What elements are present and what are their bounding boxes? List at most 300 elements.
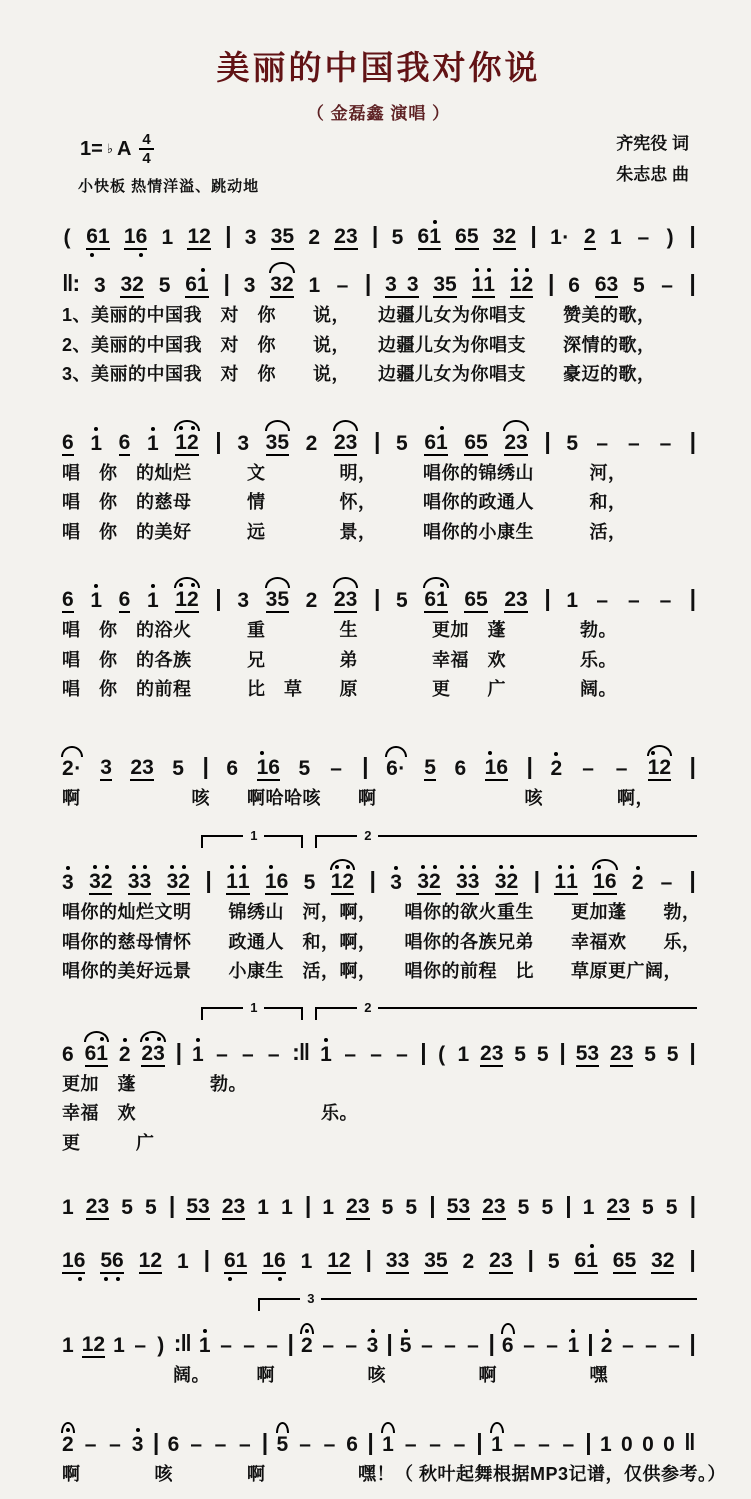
note-group (94, 275, 106, 298)
note-digit: 2 (62, 756, 74, 780)
note-digit: 3 (237, 589, 249, 612)
note-group (442, 1335, 457, 1358)
note-group (331, 871, 354, 895)
note-group (257, 757, 280, 781)
note-group (132, 1434, 144, 1457)
note-digit: 5 (100, 1249, 112, 1272)
note-digit: 2 (308, 226, 320, 249)
note-group (367, 1335, 379, 1358)
lyric-line: 更加 蓬 勃。 (62, 1073, 247, 1094)
note-group (537, 1044, 549, 1067)
note-digit: 1 (436, 430, 448, 454)
dash-note: – (345, 1334, 358, 1357)
note-digit: 3 (142, 755, 154, 779)
meter-numerator: 4 (139, 132, 153, 150)
note-digit: 2 (659, 755, 671, 779)
system-interlude-b (62, 1232, 695, 1274)
note-group (62, 1197, 74, 1220)
system-intro (62, 208, 695, 250)
note-digit: 2 (333, 430, 346, 454)
note-digit: 2 (300, 1334, 313, 1357)
note-group (244, 275, 256, 298)
note-group (392, 227, 404, 250)
note-digit: 2 (141, 1041, 154, 1065)
note-group (576, 1043, 599, 1067)
barline: | (689, 1192, 695, 1218)
note-digit: 1 (196, 273, 209, 296)
lyric-line: 唱 你 的美好 远 景， 唱你的小康生 活， (62, 521, 627, 542)
note-digit: 5 (644, 1042, 656, 1066)
key-prefix: 1= (80, 137, 103, 160)
note-digit: 2 (429, 870, 441, 893)
note-digit: 5 (277, 430, 289, 454)
note-digit: 1 (161, 226, 174, 249)
note-group (651, 1250, 674, 1274)
volta-label: 2 (357, 828, 378, 844)
dash-note: – (323, 1432, 336, 1456)
note-group (642, 1197, 654, 1220)
note-group (405, 1197, 417, 1220)
note-group (147, 590, 159, 613)
volta-bracket (315, 999, 697, 1020)
notation-line (62, 571, 695, 613)
note-group (568, 275, 580, 298)
note-digit: 3 (265, 430, 278, 454)
barline: | (689, 1038, 695, 1065)
note-digit: 6 (62, 430, 74, 454)
note-digit: 2 (662, 1249, 675, 1272)
note-group (343, 1044, 358, 1067)
note-digit: 5 (665, 1196, 678, 1219)
note-group (133, 1335, 148, 1358)
note-group (566, 590, 578, 613)
dash-note: – (266, 1334, 278, 1357)
note-group (472, 274, 495, 298)
note-group (240, 1044, 255, 1067)
augmentation-dot: · (74, 756, 82, 780)
barline: | (205, 867, 211, 893)
note-group (90, 590, 102, 613)
note-digit: 3 (120, 273, 133, 296)
note-group (265, 871, 288, 895)
note-digit: 1 (176, 1250, 189, 1273)
note-digit: 3 (390, 871, 402, 894)
note-group (277, 1434, 289, 1457)
note-group (266, 432, 289, 456)
note-group (85, 1043, 108, 1067)
barline: | (565, 1192, 571, 1218)
note-group (224, 1250, 247, 1274)
barline: | (585, 1428, 591, 1455)
note-group (644, 1044, 656, 1067)
note-group (550, 758, 562, 781)
note-digit: 5 (435, 1249, 448, 1272)
system-coda-b (62, 1415, 727, 1490)
barline: | (261, 1428, 268, 1455)
note-digit: 3 (618, 1195, 630, 1218)
note-digit: 3 (458, 1195, 471, 1218)
meter-denominator: 4 (142, 150, 151, 167)
note-digit: 2 (132, 273, 144, 296)
note-group (83, 1434, 98, 1457)
note-group (550, 227, 570, 250)
note-digit: 5 (282, 225, 295, 248)
lyric-line: 啊 咳 啊 嘿！（ 秋叶起舞根据MP3记谱，仅供参考。） (62, 1463, 727, 1484)
note-group (667, 1044, 679, 1067)
note-digit: 6 (73, 1249, 86, 1272)
note-digit: 6 (86, 225, 98, 248)
note-digit: 3 (606, 273, 619, 296)
note-digit: 2 (606, 1195, 619, 1218)
meta-row (62, 132, 695, 198)
lyric-line: 唱 你 的各族 兄 弟 幸福 欢 乐。 (62, 649, 617, 670)
note-group (175, 589, 198, 613)
note-digit: 1 (62, 1196, 74, 1219)
dash-note: – (84, 1432, 97, 1456)
lyric-line: 唱 你 的慈母 情 怀， 唱你的政通人 和， (62, 492, 627, 512)
dash-note: – (596, 589, 609, 612)
dash-note: – (546, 1334, 558, 1357)
note-group (304, 872, 316, 895)
note-digit: 6 (84, 1041, 97, 1065)
note-digit: 3 (198, 1195, 210, 1218)
note-group (581, 758, 596, 781)
note-group (601, 1335, 613, 1358)
dash-note: – (421, 1334, 433, 1357)
dash-note: – (622, 1334, 634, 1357)
dash-note: – (615, 756, 628, 780)
volta-label: 2 (357, 1000, 378, 1016)
system-verse-c (62, 571, 695, 705)
note-digit: 5 (446, 1195, 459, 1218)
note-group (162, 227, 174, 250)
note-group (329, 758, 344, 781)
note-digit: 1 (198, 1334, 211, 1357)
note-group (437, 1044, 447, 1067)
note-digit: 3 (100, 755, 112, 779)
note-group (119, 1044, 131, 1067)
note-digit: 2 (482, 1195, 494, 1218)
note-group (237, 1434, 252, 1457)
lyric-line: 啊 咳 啊哈哈咳 啊 咳 啊， (62, 787, 654, 808)
barline: | (526, 752, 532, 779)
note-digit: 5 (396, 431, 408, 455)
note-digit: 5 (145, 1196, 157, 1219)
note-digit: 2 (333, 588, 346, 611)
barline: | (530, 222, 536, 248)
note-group (566, 433, 578, 456)
note-digit: 5 (476, 430, 488, 454)
note-digit: 3 (385, 273, 397, 296)
note-digit: 2 (281, 273, 294, 296)
note-group (335, 275, 350, 298)
dash-note: – (404, 1432, 417, 1456)
note-digit: 6 (496, 755, 508, 779)
note-group (663, 1434, 675, 1457)
lyrics-block (62, 1070, 695, 1159)
note-digit: 3 (516, 430, 528, 454)
note-group (222, 1196, 245, 1220)
barline: | (527, 1246, 533, 1272)
note-group (658, 590, 673, 613)
barline: | (367, 1428, 373, 1455)
note-group (327, 1250, 350, 1274)
augmentation-dot: · (398, 756, 406, 780)
note-group (452, 1434, 467, 1457)
note-digit: 2 (334, 225, 346, 248)
notation-line (62, 1415, 695, 1457)
note-group (428, 1434, 443, 1457)
system-bridge-b (62, 828, 701, 987)
note-digit: 6 (118, 430, 131, 454)
lyrics-block (62, 898, 701, 987)
note-digit: 3 (139, 870, 152, 893)
note-group (595, 274, 618, 298)
note-group (189, 1434, 204, 1457)
note-digit: 2 (584, 225, 596, 248)
barline: | (559, 1038, 565, 1065)
note-digit: 3 (433, 273, 446, 296)
dash-note: – (242, 1042, 254, 1066)
note-group (265, 1335, 280, 1358)
dash-note: – (109, 1432, 121, 1456)
note-group (659, 872, 674, 895)
note-group (541, 1197, 553, 1220)
barline: | (369, 867, 375, 893)
note-digit: ( (63, 226, 71, 249)
note-digit: 5 (624, 1249, 637, 1272)
note-group (417, 871, 440, 895)
note-digit: 5 (399, 1334, 412, 1357)
note-group (186, 1196, 209, 1220)
note-digit: ) (157, 1334, 165, 1357)
lyricist: 齐宪役 词 (616, 134, 689, 153)
note-group (482, 1196, 505, 1220)
note-group (642, 1434, 654, 1457)
note-digit: 1 (62, 1334, 74, 1357)
note-digit: 2 (178, 870, 190, 893)
note-digit: 1 (484, 755, 497, 779)
note-digit: 3 (621, 1041, 634, 1065)
note-group (610, 1043, 633, 1067)
note-digit: 5 (575, 1041, 588, 1065)
dash-note: – (429, 1432, 441, 1456)
note-group (281, 1197, 293, 1220)
note-digit: 2 (489, 1249, 501, 1272)
note-digit: 3 (270, 225, 283, 248)
note-digit: 3 (131, 1432, 144, 1456)
barline: ‖: (62, 270, 80, 296)
lyric-line: 唱你的灿烂文明 锦绣山 河，啊， 唱你的欲火重生 更加蓬 勃， (62, 902, 701, 922)
note-digit: 1 (235, 1249, 248, 1272)
note-group (620, 1335, 635, 1358)
note-digit: 6 (223, 1249, 236, 1272)
note-digit (397, 274, 407, 295)
note-digit: 6 (62, 588, 74, 611)
note-group (187, 226, 210, 250)
note-group (394, 1044, 409, 1067)
note-digit: 1 (554, 870, 567, 893)
note-digit: 6 (464, 430, 476, 454)
dash-note: – (267, 1042, 280, 1066)
note-digit: 3 (127, 870, 140, 893)
note-digit: 1 (97, 225, 110, 248)
note-group (504, 589, 527, 613)
note-digit: 1 (138, 1249, 151, 1272)
note-digit: 2 (186, 430, 199, 454)
lyrics-block (62, 301, 695, 390)
note-group (369, 1044, 384, 1067)
dash-note: – (134, 1334, 147, 1357)
note-digit: 2 (118, 1042, 131, 1066)
barline: | (689, 427, 695, 454)
note-digit: 6 (273, 1249, 286, 1272)
note-digit: 1 (62, 1249, 74, 1272)
note-digit: 1 (471, 273, 484, 296)
composer: 朱志忠 曲 (616, 165, 689, 184)
note-group (90, 433, 102, 456)
note-digit: 1 (264, 870, 277, 893)
note-group (518, 1197, 530, 1220)
dash-note: – (645, 1334, 657, 1357)
note-digit: 2 (462, 1250, 475, 1273)
note-group (100, 1250, 123, 1274)
note-group (386, 758, 406, 781)
note-digit: 5 (298, 756, 311, 780)
note-digit: 5 (466, 225, 479, 248)
note-digit: 1 (90, 431, 102, 455)
note-group (633, 275, 645, 298)
note-digit: 1 (81, 1333, 94, 1356)
dash-note: – (661, 274, 673, 297)
note-digit: 1 (491, 1432, 503, 1456)
system-bridge-a (62, 739, 695, 814)
note-digit: 3 (494, 870, 507, 893)
volta-bracket (258, 1291, 697, 1311)
note-digit: 1 (593, 870, 605, 893)
note-group (493, 226, 516, 250)
dash-note: – (627, 431, 640, 455)
note-digit: 2 (305, 589, 318, 612)
barline: | (488, 1330, 494, 1356)
note-digit: 6 (135, 225, 148, 248)
key-letter: A (116, 137, 132, 160)
note-digit: 3 (166, 870, 179, 893)
note-group (301, 1251, 313, 1274)
note-group (301, 1335, 313, 1358)
note-group (390, 872, 402, 895)
note-digit: 5 (445, 273, 457, 296)
note-digit: 3 (357, 1195, 370, 1218)
note-group (308, 227, 320, 250)
note-group (62, 1044, 74, 1067)
note-digit: 5 (158, 274, 171, 297)
note-group (159, 275, 171, 298)
note-group (424, 432, 447, 456)
note-group (266, 1044, 281, 1067)
note-group (648, 757, 671, 781)
note-group (643, 1335, 658, 1358)
barline: | (548, 270, 554, 296)
lyric-line: 2、美丽的中国我 对 你 说， 边疆儿女为你唱支 深情的歌， (62, 334, 656, 355)
note-digit: 3 (406, 273, 419, 296)
note-digit: 6 (612, 1249, 625, 1272)
note-group (454, 758, 466, 781)
note-digit: 1 (436, 588, 448, 611)
note-group (595, 433, 610, 456)
barline: | (365, 1246, 371, 1272)
note-digit: 6 (167, 1432, 180, 1456)
flat-sign: ♭ (106, 141, 113, 156)
note-group (536, 1434, 551, 1457)
note-digit: 1 (281, 1196, 293, 1219)
note-digit: 2 (346, 1195, 358, 1218)
note-group (120, 274, 143, 298)
note-digit: 2 (504, 430, 516, 454)
note-digit: 3 (493, 1195, 506, 1218)
note-digit: 1 (599, 1432, 612, 1456)
barline: | (420, 1038, 426, 1065)
note-group (666, 1197, 678, 1220)
note-digit: 1 (550, 226, 562, 249)
note-digit: 1 (175, 430, 187, 454)
note-digit: 5 (172, 756, 184, 780)
note-digit: 1 (187, 225, 200, 248)
note-group (464, 589, 487, 613)
note-digit: ) (666, 226, 674, 249)
note-group (382, 1434, 394, 1457)
note-digit: 5 (566, 431, 579, 455)
barline: | (225, 222, 231, 248)
note-group (242, 1335, 257, 1358)
note-digit: 3 (270, 273, 282, 296)
note-digit: 3 (345, 225, 358, 248)
note-digit: 5 (642, 1196, 654, 1219)
note-digit: 2 (85, 1195, 98, 1218)
dash-note: – (370, 1042, 382, 1066)
note-digit: 1 (582, 1196, 595, 1219)
system-coda-a (62, 1291, 695, 1391)
barline: | (476, 1428, 482, 1455)
note-digit: 1 (567, 1334, 580, 1357)
key-signature (80, 132, 154, 166)
note-group (89, 871, 112, 895)
note-digit: 1 (262, 1249, 274, 1272)
note-group (334, 589, 357, 613)
dash-note: – (660, 871, 673, 894)
note-digit: 2 (221, 1195, 234, 1218)
note-group (215, 1044, 230, 1067)
note-group (346, 1196, 369, 1220)
note-group (177, 1251, 189, 1274)
note-digit: 6 (501, 1334, 514, 1357)
note-group (666, 1335, 681, 1358)
barline: | (223, 270, 229, 296)
note-group (514, 1044, 526, 1067)
note-digit: 2 (199, 225, 211, 248)
note-group (665, 227, 675, 250)
notation-line (62, 208, 695, 250)
note-digit: 2 (305, 431, 318, 455)
note-digit: 1 (257, 1196, 269, 1219)
volta-label: 1 (243, 1000, 264, 1016)
note-group (658, 433, 673, 456)
barline: | (152, 1428, 159, 1455)
note-digit: 3 (366, 1334, 379, 1357)
note-group (266, 589, 289, 613)
note-digit: 5 (405, 1196, 418, 1219)
performer-line: （ 金磊鑫 演唱 ） (306, 104, 451, 123)
